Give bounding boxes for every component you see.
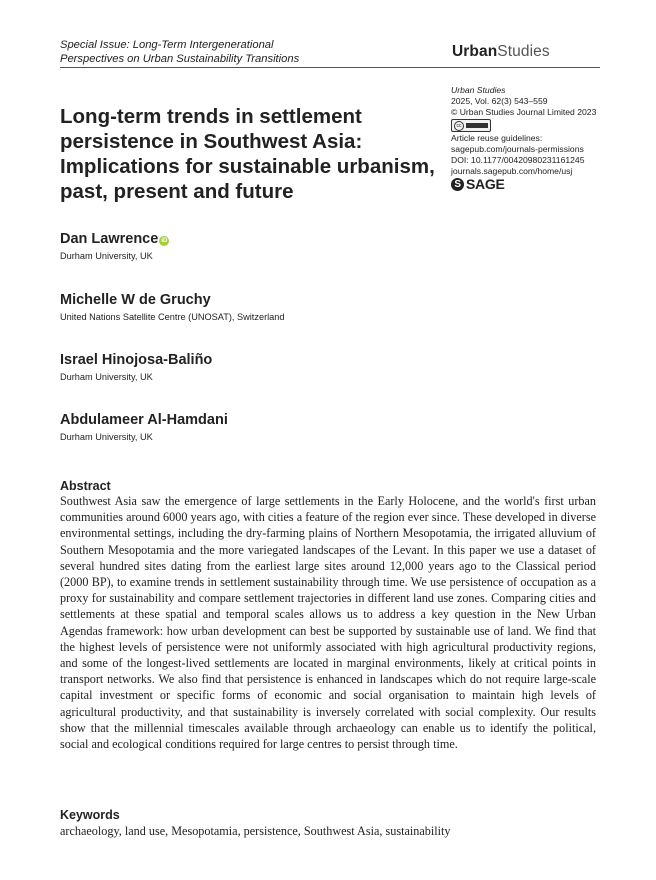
sage-logo-text: SAGE	[466, 176, 505, 192]
abstract-heading: Abstract	[60, 479, 111, 493]
author-affiliation: United Nations Satellite Centre (UNOSAT), Switzerland	[60, 312, 285, 322]
keywords-heading: Keywords	[60, 808, 120, 822]
keywords-list: archaeology, land use, Mesopotamia, persistence, Southwest Asia, sustainability	[60, 824, 451, 838]
author-name	[60, 230, 169, 248]
meta-journal-home-link[interactable]: journals.sagepub.com/home/usj	[451, 166, 573, 176]
author-1	[60, 230, 169, 262]
author-name: Michelle W de Gruchy	[60, 292, 211, 308]
cc-license-icon[interactable]	[451, 119, 491, 132]
author-4	[60, 411, 228, 443]
author-3	[60, 351, 212, 383]
special-issue-line-2: Perspectives on Urban Sustainability Transitions	[60, 53, 300, 65]
journal-logo	[452, 43, 550, 61]
author-affiliation: Durham University, UK	[60, 432, 153, 442]
author-affiliation: Durham University, UK	[60, 251, 153, 261]
journal-logo-light: Studies	[497, 43, 550, 60]
sage-logo-icon: S	[451, 178, 464, 191]
abstract-text: Southwest Asia saw the emergence of large settlements in the Early Holocene, and the world's first urban communities around 6000 years ago, with cities a feature of the region ever since. These developed in diverse environmental settings, including the dry-farming plains of Northern Mesopotamia, the irrigated alluvium of Southern Mesopotamia and the more variegated landscapes of the Levant. In this paper we use a dataset of several hundred sites dating from the earliest large sites around 12,000 years ago to the Classical period (2000 BP), to examine trends in settlement sustainability through time. We use persistence of occupation as a proxy for sustainability and compare settlement trajectories in different land use zones. Comparing cities and settlements at these spatial and temporal scales allows us to address a key question in the New Urban Agendas framework: how urban development can best be supported by sustainable use of land. We find that the highest levels of persistence were not uniformly associated with high agricultural productivity regions, and some of the longest-lived settlements are located in marginal environments, likely at critical points in transport networks. We also find that persistence is enhanced in landscapes which do not require large-scale capital investment or specific forms of economic and social organisation to maintain high levels of agricultural productivity, and that sustainability is inversely correlated with social complexity. Our results show that the millennial timescales available through archaeology can enable us to identify the political, social and ecological conditions required for large centres to persist through time.	[60, 494, 596, 752]
special-issue-label	[60, 38, 360, 66]
author-name-text: Dan Lawrence	[60, 231, 159, 247]
meta-volume: 2025, Vol. 62(3) 543–559	[451, 96, 548, 106]
header-divider	[60, 67, 600, 68]
journal-logo-bold: Urban	[452, 43, 498, 60]
author-name: Abdulameer Al-Hamdani	[60, 412, 228, 428]
cc-icon: cc	[454, 121, 464, 131]
meta-reuse-label: Article reuse guidelines:	[451, 133, 543, 143]
meta-permissions-link[interactable]: sagepub.com/journals-permissions	[451, 144, 584, 154]
meta-copyright: © Urban Studies Journal Limited 2023	[451, 107, 597, 117]
article-metadata	[451, 85, 621, 191]
author-2	[60, 291, 285, 323]
meta-doi[interactable]: DOI: 10.1177/00420980231161245	[451, 155, 585, 165]
orcid-icon[interactable]: iD	[161, 238, 168, 244]
sage-logo	[451, 178, 621, 191]
author-name: Israel Hinojosa-Baliño	[60, 352, 213, 368]
special-issue-line-1: Special Issue: Long-Term Intergenerational	[60, 39, 274, 51]
cc-by-icon	[466, 123, 488, 128]
article-title: Long-term trends in settlement persistence in Southwest Asia: Implications for sustainable urbanism, past, present and future	[60, 105, 435, 203]
author-affiliation: Durham University, UK	[60, 372, 153, 382]
meta-journal-name: Urban Studies	[451, 85, 506, 95]
